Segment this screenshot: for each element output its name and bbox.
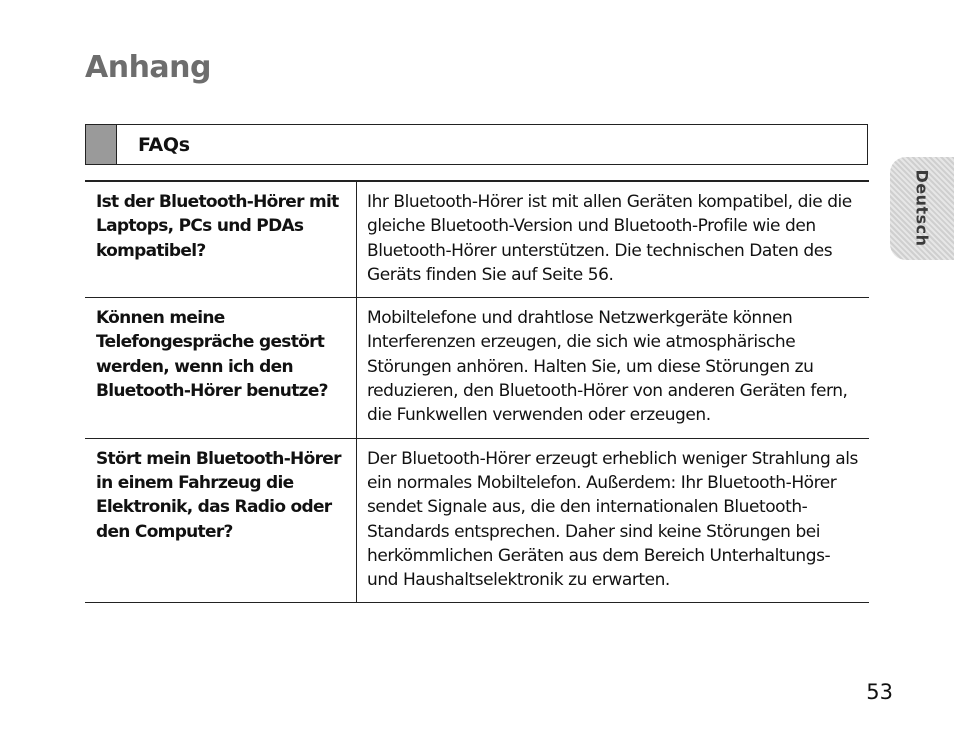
section-title: FAQs (138, 133, 190, 156)
table-row (85, 438, 869, 603)
language-tab[interactable] (890, 157, 954, 260)
faq-answer: Mobiltelefone und drahtlose Netzwerkgeräte können Interferenzen erzeugen, die sich wie atmosphärische Störungen anhören. Halten Sie, um diese Störungen zu reduzieren, den Bluetooth-Hörer von anderen Geräten fern, die Funkwellen verwenden oder erzeugen. (357, 298, 870, 438)
language-tab-label: Deutsch (912, 169, 932, 247)
faq-answer: Der Bluetooth-Hörer erzeugt erheblich weniger Strahlung als ein normales Mobiltelefon. Außerdem: Ihr Bluetooth-Hörer sendet Signale aus, die den internationalen Bluetooth-Standards entsprechen. Daher sind keine Störungen bei herkömmlichen Geräten aus dem Bereich Unterhaltungs- und Haushaltselektronik zu erwarten. (357, 438, 870, 603)
page-number: 53 (866, 680, 893, 704)
faq-answer: Ihr Bluetooth-Hörer ist mit allen Geräten kompatibel, die die gleiche Bluetooth-Version und Bluetooth-Profile wie den Bluetooth-Hörer unterstützen. Die technischen Daten des Geräts finden Sie auf Seite 56. (357, 181, 870, 298)
faq-table (85, 180, 869, 603)
table-row (85, 298, 869, 438)
faq-question: Stört mein Bluetooth-Hörer in einem Fahrzeug die Elektronik, das Radio oder den Computer? (85, 438, 357, 603)
section-header-marker (86, 125, 117, 164)
chapter-title: Anhang (85, 50, 212, 85)
table-row (85, 181, 869, 298)
faq-question: Ist der Bluetooth-Hörer mit Laptops, PCs und PDAs kompatibel? (85, 181, 357, 298)
faq-question: Können meine Telefongespräche gestört werden, wenn ich den Bluetooth-Hörer benutze? (85, 298, 357, 438)
section-header (85, 124, 868, 165)
